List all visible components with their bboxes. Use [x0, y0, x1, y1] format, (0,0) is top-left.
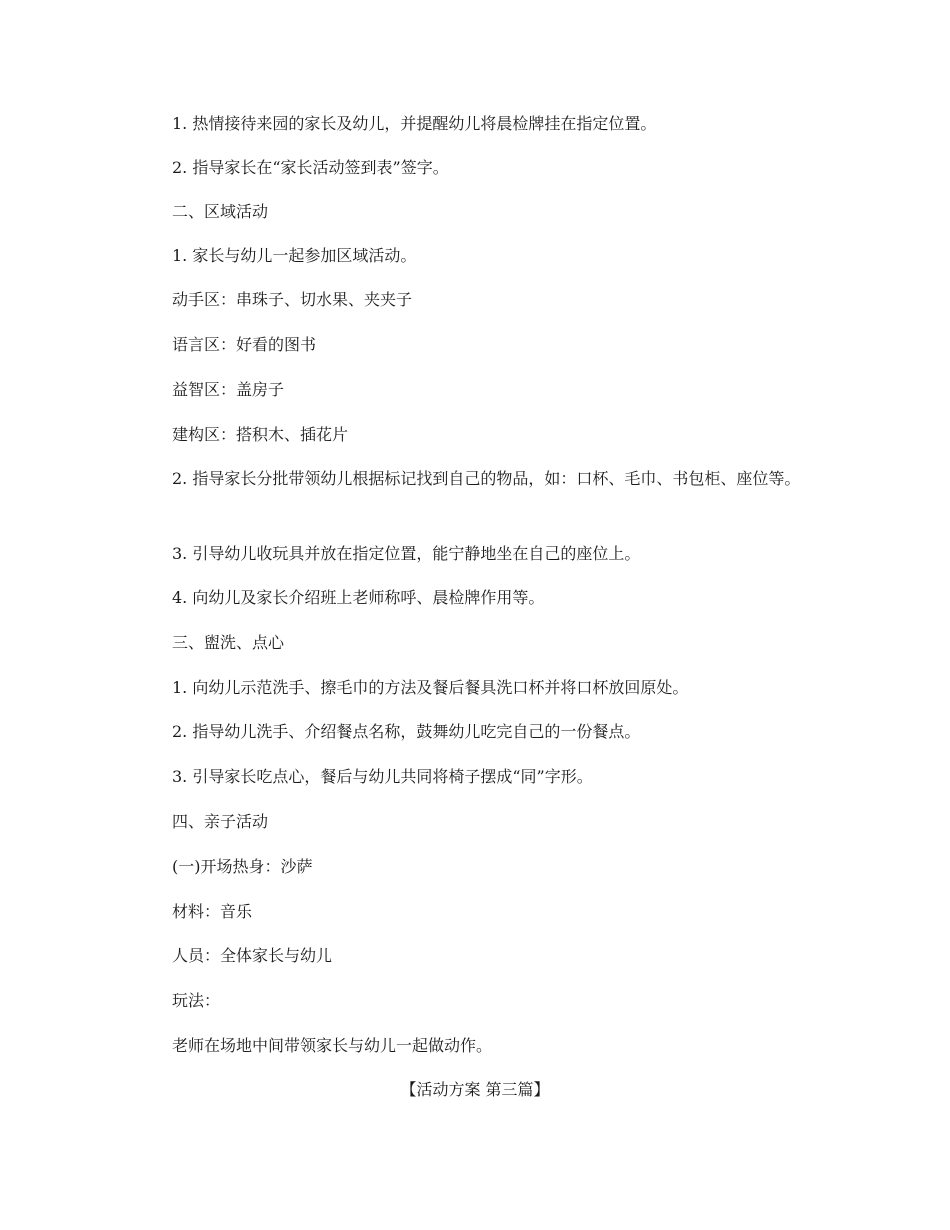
paragraph: 1. 家长与幼儿一起参加区域活动。 — [172, 246, 417, 265]
paragraph: 语言区：好看的图书 — [172, 335, 317, 354]
paragraph: 人员：全体家长与幼儿 — [172, 946, 333, 965]
section-heading: 三、盥洗、点心 — [172, 633, 285, 652]
paragraph: 2. 指导家长在“家长活动签到表”签字。 — [172, 158, 449, 177]
paragraph: 4. 向幼儿及家长介绍班上老师称呼、晨检牌作用等。 — [172, 588, 545, 607]
paragraph: 建构区：搭积木、插花片 — [172, 425, 349, 444]
paragraph: 1. 向幼儿示范洗手、擦毛巾的方法及餐后餐具洗口杯并将口杯放回原处。 — [172, 678, 689, 697]
paragraph: 3. 引导幼儿收玩具并放在指定位置，能宁静地坐在自己的座位上。 — [172, 544, 641, 563]
paragraph: 3. 引导家长吃点心，餐后与幼儿共同将椅子摆成“同”字形。 — [172, 767, 593, 786]
paragraph: 2. 指导幼儿洗手、介绍餐点名称，鼓舞幼儿吃完自己的一份餐点。 — [172, 722, 641, 741]
section-title: 【活动方案 第三篇】 — [400, 1080, 550, 1099]
paragraph: 1. 热情接待来园的家长及幼儿，并提醒幼儿将晨检牌挂在指定位置。 — [172, 114, 657, 133]
paragraph: (一)开场热身：沙萨 — [172, 857, 313, 876]
paragraph: 2. 指导家长分批带领幼儿根据标记找到自己的物品，如：口杯、毛巾、书包柜、座位等。 — [172, 469, 801, 488]
paragraph: 动手区：串珠子、切水果、夹夹子 — [172, 290, 413, 309]
paragraph: 益智区：盖房子 — [172, 380, 285, 399]
paragraph: 老师在场地中间带领家长与幼儿一起做动作。 — [172, 1036, 493, 1055]
paragraph: 玩法： — [172, 991, 221, 1010]
section-heading: 四、亲子活动 — [172, 812, 269, 831]
paragraph: 材料：音乐 — [172, 902, 253, 921]
section-heading: 二、区域活动 — [172, 202, 269, 221]
